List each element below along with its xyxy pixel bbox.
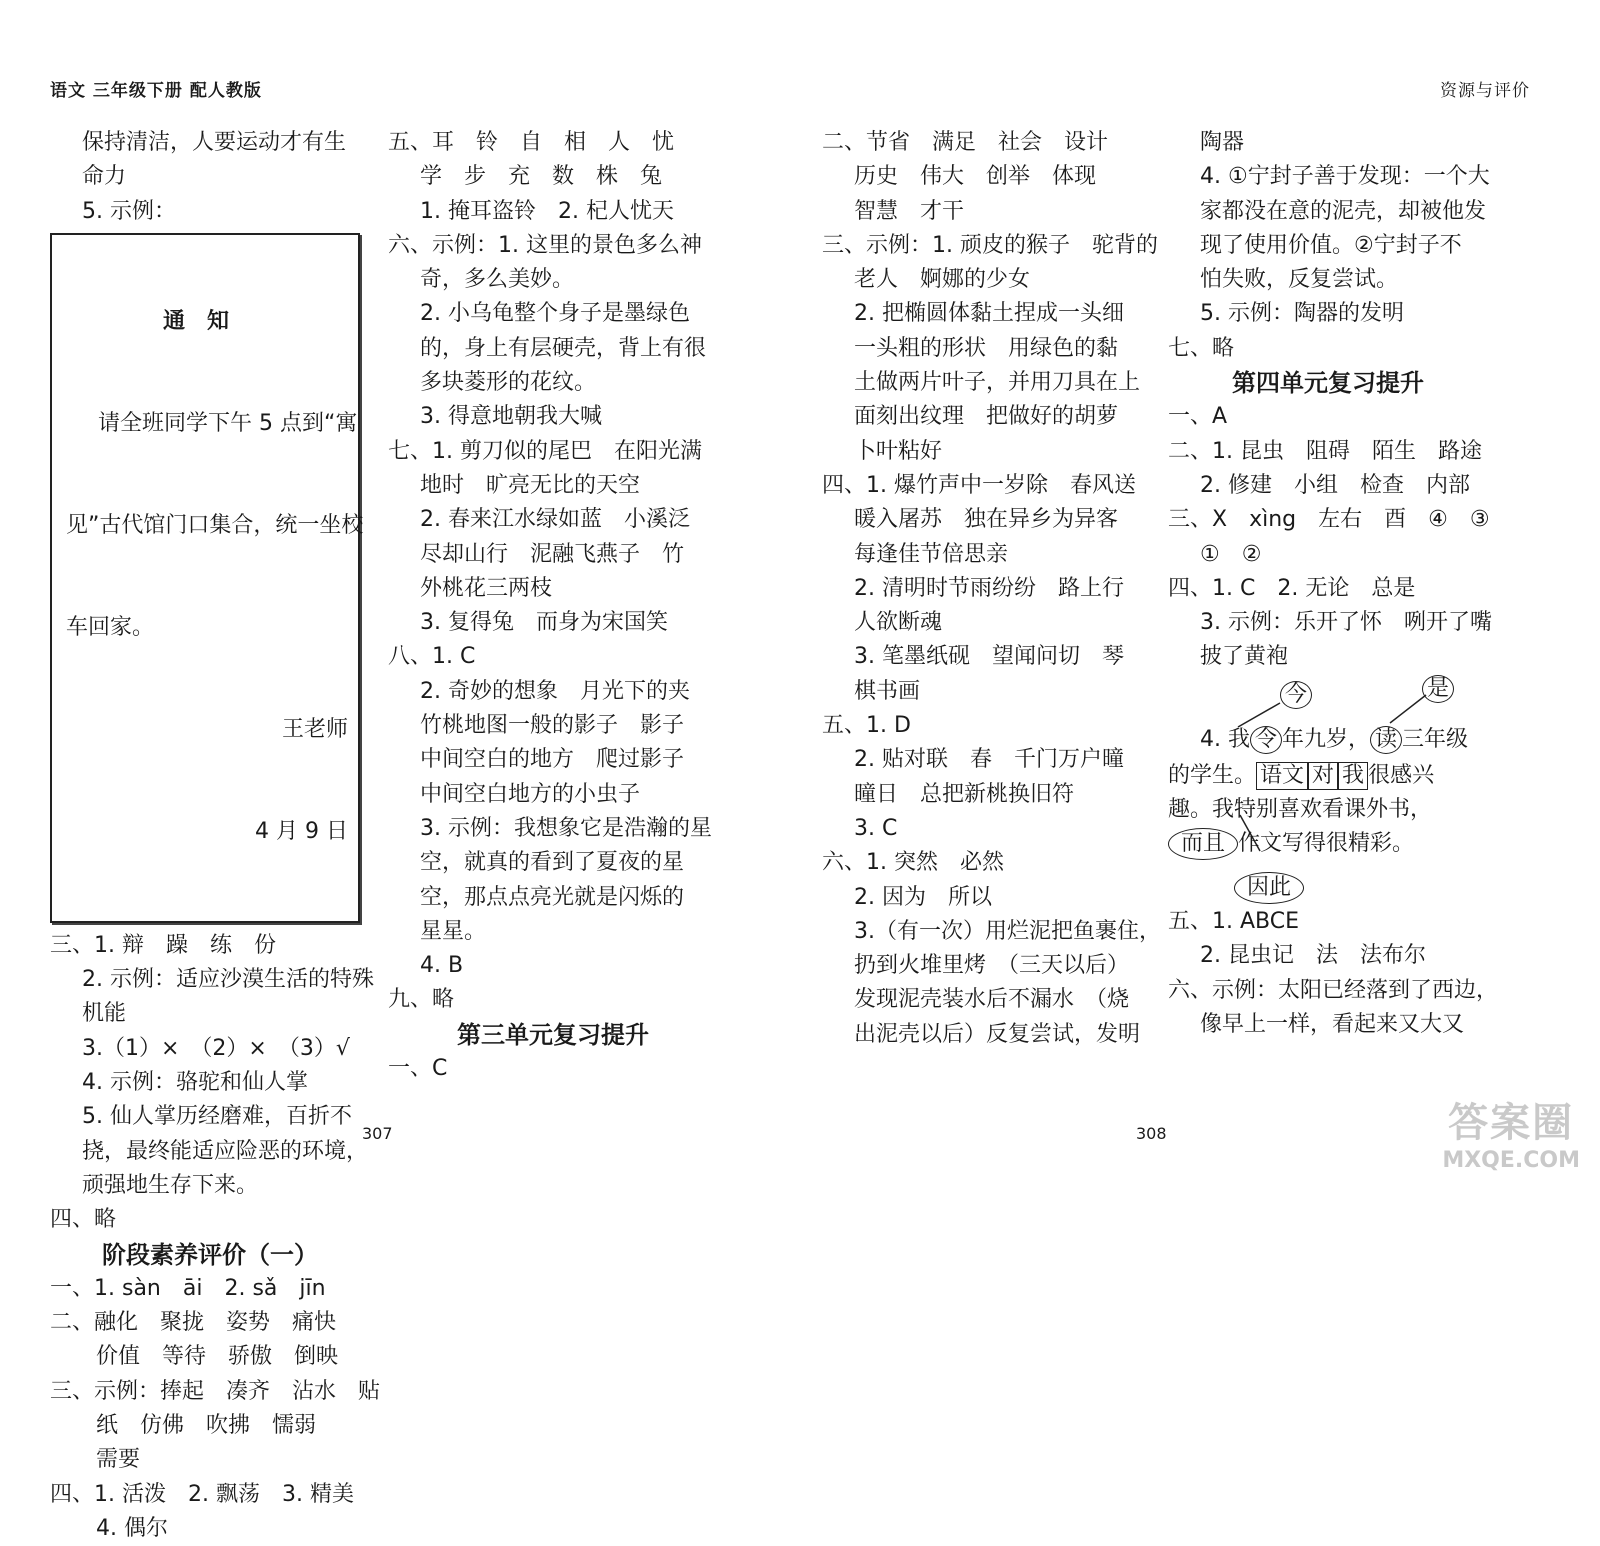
text-fragment: 4. 我 [1200,726,1250,752]
text-line: 面刻出纹理 把做好的胡萝 [854,404,1119,430]
text-line: 4. ①宁封子善于发现：一个大 [1200,164,1490,190]
text-line: 纸 仿佛 吹拂 懦弱 [96,1413,317,1439]
circled-word: 是 [1422,675,1454,703]
text-line: 像早上一样，看起来又大又 [1200,1011,1465,1037]
page-number-right: 308 [1136,1124,1167,1143]
text-line: 趣。我特别喜欢看课外书， [1168,796,1433,822]
text-line: 地时 旷亮无比的天空 [420,472,641,498]
text-line: 的，身上有层硬壳，背上有很 [420,335,707,361]
text-line: 土做两片叶子，并用刀具在上 [854,370,1141,396]
text-line: 历史 伟大 创举 体现 [854,164,1097,190]
text-line: 需要 [96,1447,141,1473]
text-line: 3. C [854,815,898,841]
text-line: 3. 示例：我想象它是浩瀚的星 [420,815,712,841]
boxed-word: 语文 [1256,762,1308,790]
oval-word: 而且 [1168,828,1238,860]
page-header-left: 语文 三年级下册 配人教版 [50,81,262,101]
notice-signer: 王老师 [281,716,348,742]
text-line: 现了使用价值。②宁封子不 [1200,232,1462,258]
column-3 [822,126,1161,1052]
text-line: 六、示例：1. 这里的景色多么神 [388,232,702,258]
text-line: 保持清洁，人要运动才有生 [82,130,347,155]
text-line: 五、1. ABCE [1168,909,1300,935]
text-line: 出泥壳以后）反复尝试，发明 [854,1021,1141,1047]
text-line: 智慧 才干 [854,198,965,224]
text-line: 4. B [420,953,464,979]
text-line: 暖入屠苏 独在异乡为异客 [854,507,1119,533]
text-line: 4. 示例：骆驼和仙人掌 [82,1070,308,1096]
text-line: 三、X xìng 左右 酉 ④ ③ [1168,507,1490,533]
text-line: 一、A [1168,404,1228,430]
text-line: 三、1. 辩 躁 练 份 [50,932,276,958]
text-line: 四、1. 爆竹声中一岁除 春风送 [822,472,1136,498]
text-line: 5. 示例： [82,198,176,224]
text-line: 卜叶粘好 [854,438,943,464]
text-line: 二、节省 满足 社会 设计 [822,130,1109,155]
text-line: 2. 把椭圆体黏土捏成一头细 [854,301,1124,327]
watermark [1442,1091,1580,1173]
watermark-title: 答案圈 [1448,1100,1575,1146]
text-line: 六、1. 突然 必然 [822,850,1004,876]
text-line: 人欲断魂 [854,610,943,636]
circled-word: 今 [1280,681,1312,709]
notice-box [50,233,364,923]
text-line: 1. 掩耳盗铃 2. 杞人忧天 [420,198,674,224]
text-line: 3. 复得兔 而身为宋国笑 [420,610,668,636]
text-line: 命力 [82,164,127,190]
text-line: 奇，多么美妙。 [420,267,575,293]
column-2 [388,126,718,1086]
notice-line: 请全班同学下午 5 点到“寓 [98,410,358,436]
text-line: 披了黄袍 [1200,644,1289,670]
text-line: 2. 修建 小组 检查 内部 [1200,472,1470,498]
text-line: 3. 得意地朝我大喊 [420,404,602,430]
text-line: 怕失败，反复尝试。 [1200,267,1399,293]
section-heading: 第四单元复习提升 [1232,369,1424,398]
column-4 [1168,126,1499,1042]
text-line: 4. 偶尔 [96,1515,168,1541]
circled-word: 令 [1250,726,1282,754]
notice-title: 通知 [162,308,251,334]
text-line: ① ② [1200,541,1262,567]
text-line: 发现泥壳装水后不漏水 （烧 [854,987,1130,1013]
text-line: 老人 婀娜的少女 [854,267,1031,293]
boxed-word: 我 [1338,762,1368,790]
text-line: 一、1. sàn āi 2. sǎ jīn [50,1275,326,1301]
text-line: 中间空白地方的小虫子 [420,781,641,807]
text-line: 2. 昆虫记 法 法布尔 [1200,943,1426,969]
text-line: 尽却山行 泥融飞燕子 竹 [420,541,685,567]
text-line: 三、示例：捧起 凑齐 沾水 贴 [50,1378,381,1404]
text-line: 二、融化 聚拢 姿势 痛快 [50,1310,337,1336]
text-fragment: 年九岁， [1282,726,1371,752]
text-line: 九、略 [388,987,455,1013]
text-line: 5. 示例：陶器的发明 [1200,301,1404,327]
text-line: 3.（有一次）用烂泥把鱼裹住， [854,918,1161,944]
text-line: 家都没在意的泥壳，却被他发 [1200,198,1487,224]
text-line: 五、1. D [822,713,911,739]
text-line: 五、耳 铃 自 相 人 忧 [388,130,675,155]
text-line: 陶器 [1200,130,1245,155]
notice-line: 见”古代馆门口集合，统一坐校 [66,512,364,538]
text-fragment: 的学生。 [1168,762,1257,788]
text-line: 顽强地生存下来。 [82,1172,259,1198]
text-line: 星星。 [420,918,487,944]
notice-line: 车回家。 [66,614,155,640]
text-line: 2. 奇妙的想象 月光下的夹 [420,678,690,704]
text-line: 5. 仙人掌历经磨难，百折不 [82,1104,352,1130]
text-line: 中间空白的地方 爬过影子 [420,747,685,773]
page-number-left: 307 [362,1124,393,1143]
text-line: 空，那点点亮光就是闪烁的 [420,884,685,910]
text-line: 一头粗的形状 用绿色的黏 [854,335,1119,361]
text-line: 3. 示例：乐开了怀 咧开了嘴 [1200,610,1492,636]
text-line: 三、示例：1. 顽皮的猴子 驼背的 [822,232,1158,258]
circled-word: 读 [1370,726,1402,754]
text-line: 2. 示例：适应沙漠生活的特殊 [82,967,374,993]
connector-line [1390,695,1426,723]
section-heading: 第三单元复习提升 [457,1020,649,1049]
text-fragment: 很感兴 [1368,762,1435,788]
text-line: 外桃花三两枝 [420,575,553,601]
text-line: 七、1. 剪刀似的尾巴 在阳光满 [388,438,702,464]
correction-diagram [1168,675,1488,885]
text-fragment: 作文写得很精彩。 [1238,830,1415,856]
text-line: 棋书画 [854,678,921,704]
text-line [1200,723,1468,757]
page-header-right: 资源与评价 [1440,81,1530,101]
text-line: 多块菱形的花纹。 [420,370,597,396]
oval-word: 因此 [1234,872,1304,904]
text-line: 空，就真的看到了夏夜的星 [420,850,685,876]
text-line: 六、示例：太阳已经落到了西边， [1168,977,1499,1003]
text-line: 价值 等待 骄傲 倒映 [96,1344,339,1370]
text-line: 二、1. 昆虫 阻碍 陌生 路途 [1168,438,1482,464]
section-heading: 阶段素养评价（一） [102,1240,318,1269]
text-line: 一、C [388,1056,448,1082]
notice-date: 4 月 9 日 [255,818,348,844]
text-line: 3. 笔墨纸砚 望闻问切 琴 [854,644,1124,670]
text-line: 机能 [82,1001,127,1027]
text-fragment: 三年级 [1402,726,1469,752]
text-line: 学 步 充 数 株 兔 [420,164,663,190]
text-line: 八、1. C [388,644,476,670]
text-line: 2. 小乌龟整个身子是墨绿色 [420,301,690,327]
text-line: 四、略 [50,1207,117,1233]
text-line: 曈日 总把新桃换旧符 [854,781,1075,807]
text-line: 四、1. C 2. 无论 总是 [1168,575,1416,601]
text-line: 每逢佳节倍思亲 [854,541,1009,567]
text-line: 3.（1）× （2）× （3）√ [82,1035,350,1061]
text-line: 扔到火堆里烤 （三天以后） [854,953,1130,979]
text-line: 四、1. 活泼 2. 飘荡 3. 精美 [50,1481,354,1507]
watermark-url: MXQE.COM [1442,1148,1580,1173]
text-line: 2. 因为 所以 [854,884,992,910]
text-line: 挠，最终能适应险恶的环境， [82,1138,369,1164]
text-line: 2. 清明时节雨纷纷 路上行 [854,575,1124,601]
text-line [1168,759,1434,793]
text-line: 2. 贴对联 春 千门万户曈 [854,747,1124,773]
boxed-word: 对 [1308,762,1338,790]
text-line: 七、略 [1168,335,1235,361]
text-line [1168,827,1414,861]
text-line: 2. 春来江水绿如蓝 小溪泛 [420,507,690,533]
text-line: 竹桃地图一般的影子 影子 [420,713,685,739]
